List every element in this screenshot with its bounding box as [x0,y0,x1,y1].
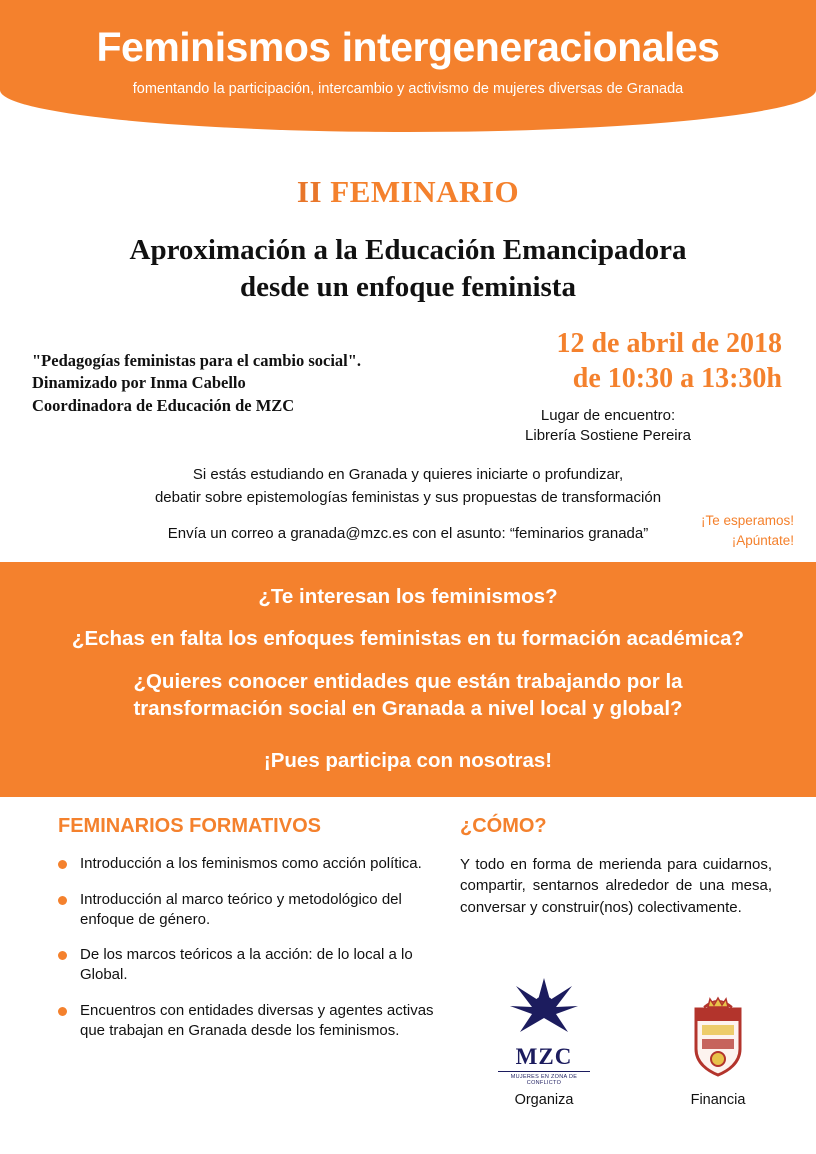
list-item: Introducción al marco teórico y metodológico del enfoque de género. [58,890,440,930]
list-item: Introducción a los feminismos como acción política. [58,854,440,874]
granada-coat-of-arms-icon [678,1068,758,1085]
logo-granada-block [658,993,778,1108]
como-text: Y todo en forma de merienda para cuidarnos, compartir, sentarnos alrededor de una mesa, conversar y construir(nos) colectivamente. [460,855,772,916]
closing-note-apuntate: ¡Apúntate! [731,533,794,549]
list-item: De los marcos teóricos a la acción: de lo local a lo Global. [58,945,440,985]
poster-subtitle: fomentando la participación, intercambio y activismo de mujeres diversas de Granada [132,81,684,98]
topic-quote: "Pedagogías feministas para el cambio social". [32,351,362,371]
event-place [452,406,782,447]
course-title-line-2: desde un enfoque feminista [240,271,576,304]
closing-note [701,511,794,552]
bottom-section [0,797,816,1108]
place-name: Librería Sostiene Pereira [525,427,691,445]
invite-email-line: Envía un correo a granada@mzc.es con el asunto: “feminarios granada” [167,525,649,543]
question-1: ¿Te interesan los feminismos? [258,584,558,608]
poster-header [0,0,816,132]
facilitator-role: Coordinadora de Educación de MZC [32,395,295,415]
logos-row [460,976,796,1108]
course-title [18,232,798,306]
event-time: de 10:30 a 13:30h [572,363,782,395]
question-3-line-2: transformación social en Granada a nivel local y global? [133,696,683,720]
edition-label: FEMINARIO [330,174,520,209]
formativos-list [58,854,440,1041]
edition-heading [18,174,798,210]
poster-title: Feminismos intergeneracionales [96,24,720,70]
facilitator-name: Dinamizado por Inma Cabello [32,373,246,393]
como-heading: ¿CÓMO? [460,814,547,837]
granada-caption: Financia [690,1091,746,1108]
call-to-action: ¡Pues participa con nosotras! [263,749,553,773]
question-3-line-1: ¿Quieres conocer entidades que están trabajando por la [133,670,683,693]
session-topic-block [32,350,452,417]
closing-note-esperamos: ¡Te esperamos! [700,513,794,529]
edition-number: II [296,174,323,209]
course-title-line-1: Aproximación a la Educación Emancipadora [129,234,687,266]
mzc-star-icon [498,1025,590,1042]
mzc-tagline: MUJERES EN ZONA DE CONFLICTO [498,1071,590,1086]
logo-mzc-block [484,976,604,1108]
event-date: 12 de abril de 2018 [556,328,782,360]
question-2: ¿Echas en falta los enfoques feministas en tu formación académica? [71,627,745,651]
session-info-row [18,326,798,446]
question-3 [30,669,786,722]
invite-line-1: Si estás estudiando en Granada y quieres iniciarte o profundizar, [192,466,624,484]
invite-line-2: debatir sobre epistemologías feministas y sus propuestas de transformación [154,488,662,506]
event-details-section [0,174,816,549]
questions-band [0,562,816,797]
mzc-caption: Organiza [514,1091,574,1108]
place-label: Lugar de encuentro: [540,407,676,425]
list-item: Encuentros con entidades diversas y agentes activas que trabajan en Granada desde los feminismos. [58,1001,440,1041]
mzc-wordmark: MZC [515,1043,573,1069]
invitation-block [18,464,798,546]
schedule-block [452,326,782,447]
como-column [440,815,796,1108]
formativos-column [20,815,440,1108]
formativos-heading: FEMINARIOS FORMATIVOS [58,814,321,837]
